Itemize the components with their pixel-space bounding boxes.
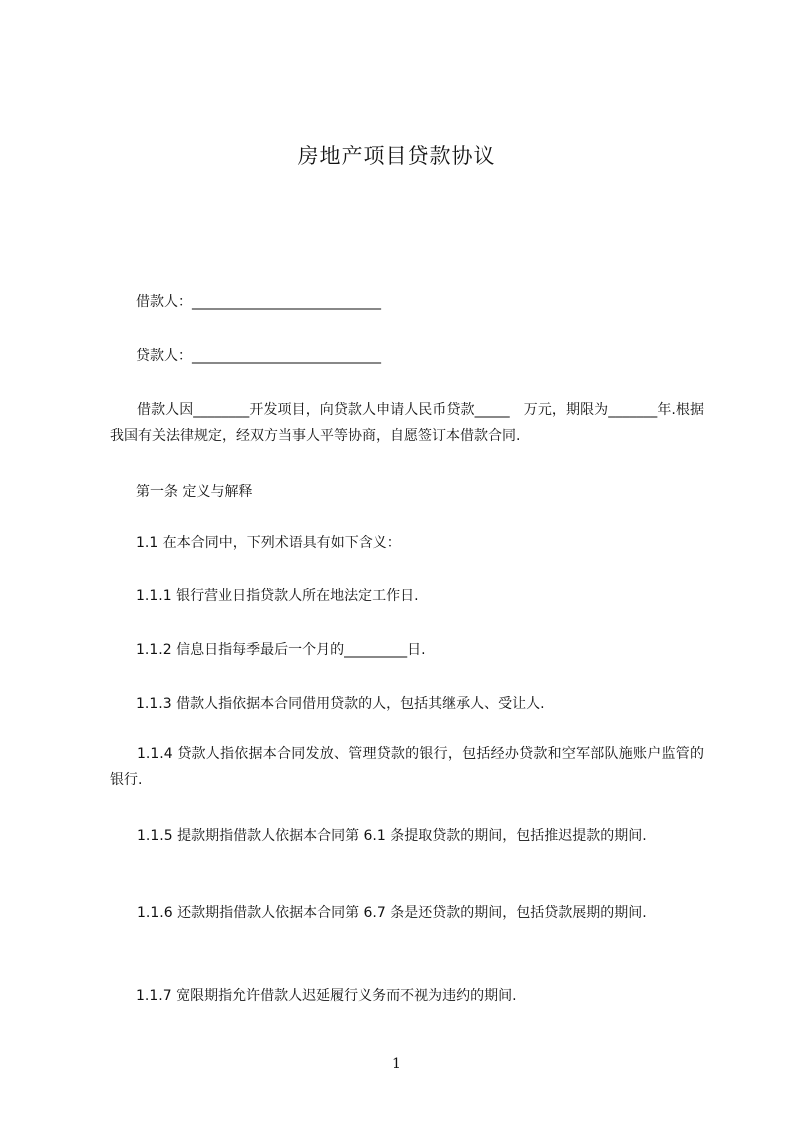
clause-1-1-3: 1.1.3 借款人指依据本合同借用贷款的人，包括其继承人、受让人. [136, 696, 545, 712]
clause-1-1-7: 1.1.7 宽限期指允许借款人迟延履行义务而不视为违约的期间. [136, 988, 517, 1004]
article-heading: 第一条 定义与解释 [136, 484, 253, 500]
clause-1-1-2: 1.1.2 信息日指每季最后一个月的_________日. [136, 642, 426, 658]
page-number: 1 [392, 1056, 401, 1072]
clause-1-1-4: 1.1.4 贷款人指依据本合同发放、管理贷款的银行，包括经办贷款和空军部队施账户监管的银行. [110, 746, 704, 788]
clause-1-1: 1.1 在本合同中，下列术语具有如下含义： [136, 535, 401, 551]
lender-line: 贷款人：___________________________ [136, 348, 381, 364]
clause-1-1-5: 1.1.5 提款期指借款人依据本合同第 6.1 条提取贷款的期间，包括推迟提款的期间. [137, 828, 647, 844]
clause-1-1-6: 1.1.6 还款期指借款人依据本合同第 6.7 条是还贷款的期间，包括贷款展期的期间. [137, 905, 647, 921]
intro-paragraph: 借款人因________开发项目，向贷款人申请人民币贷款_____ 万元，期限为_______年.根据我国有关法律规定，经双方当事人平等协商，自愿签订本借款合同. [110, 402, 704, 444]
document-title: 房地产项目贷款协议 [297, 144, 496, 168]
clause-1-1-1: 1.1.1 银行营业日指贷款人所在地法定工作日. [136, 588, 419, 604]
borrower-line: 借款人：___________________________ [136, 294, 381, 310]
